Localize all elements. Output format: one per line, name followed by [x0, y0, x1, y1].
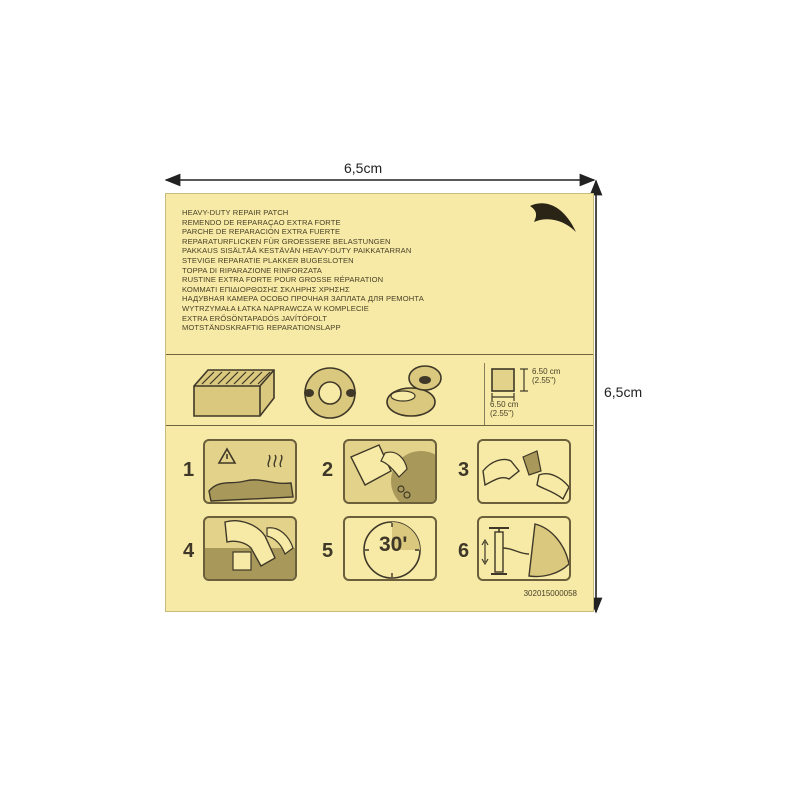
title-line: REPARATURFLICKEN FÜR GROESSERE BELASTUNGEN	[182, 236, 391, 246]
step-5-number: 5	[322, 540, 334, 562]
repair-patch-card	[165, 193, 594, 612]
wait-time-label: 30'	[379, 533, 408, 556]
title-line: STEVIGE REPARATIE PLAKKER BUGESLOTEN	[182, 255, 354, 265]
patch-width-label: 6.50 cm (2.55")	[490, 400, 519, 418]
peel-backing-icon	[479, 441, 571, 504]
step-1-box	[203, 439, 297, 504]
divider	[166, 425, 593, 426]
step-3-number: 3	[458, 459, 470, 481]
inflate-pump-icon	[479, 518, 571, 581]
title-line: PAKKAUS SISÄLTÄÄ KESTÄVÄN HEAVY-DUTY PAIKKATARRAN	[182, 246, 412, 256]
patch-size-diagram	[484, 363, 594, 425]
title-line: НАДУВНАЯ КАМЕРА ОСОБО ПРОЧНАЯ ЗАПЛАТА ДЛЯ РЕМОНТА	[182, 294, 424, 304]
product-code: 302015000058	[523, 589, 577, 598]
step-1-number: 1	[183, 459, 195, 481]
deflate-clean-icon	[205, 441, 297, 504]
step-6-number: 6	[458, 540, 470, 562]
title-line: TOPPA DI RIPARAZIONE RINFORZATA	[182, 265, 322, 275]
title-line: HEAVY-DUTY REPAIR PATCH	[182, 208, 289, 217]
step-5-box	[343, 516, 437, 581]
peel-corner-icon	[528, 200, 578, 236]
step-4-box	[203, 516, 297, 581]
title-line: WYTRZYMAŁA ŁATKA NAPRAWCZA W KOMPLECIE	[182, 303, 369, 313]
step-2-number: 2	[322, 459, 334, 481]
divider	[166, 354, 593, 355]
title-line: EXTRA ERŐSÖNTAPADÓS JAVÍTÓFOLT	[182, 313, 328, 323]
height-dimension-label: 6,5cm	[604, 384, 643, 400]
press-patch-icon	[205, 518, 297, 581]
step-3-box	[477, 439, 571, 504]
width-dimension-label: 6,5cm	[344, 160, 383, 176]
step-2-box	[343, 439, 437, 504]
title-line: ΚΟΜΜΑΤΙ ΕΠΙΔΙΟΡΘΩΣΗΣ ΣΚΛΗΡΗΣ ΧΡΗΣΗΣ	[182, 284, 350, 294]
title-line: PARCHE DE REPARACIÓN EXTRA FUERTE	[182, 227, 341, 237]
inflatable-seat-icon	[381, 362, 447, 422]
step-6-box	[477, 516, 571, 581]
title-line: RUSTINE EXTRA FORTE POUR GROSSE RÉPARATION	[182, 275, 384, 285]
multilingual-title-list	[182, 208, 424, 333]
swim-ring-icon	[301, 364, 359, 422]
step-4-number: 4	[183, 540, 195, 562]
cut-patch-icon	[345, 441, 437, 504]
title-line: MOTSTÄNDSKRAFTIG REPARATIONSLAPP	[182, 323, 341, 333]
title-line: REMENDO DE REPARAÇAO EXTRA FORTE	[182, 217, 341, 227]
air-mattress-icon	[188, 366, 280, 422]
patch-height-label: 6.50 cm (2.55")	[532, 367, 561, 385]
